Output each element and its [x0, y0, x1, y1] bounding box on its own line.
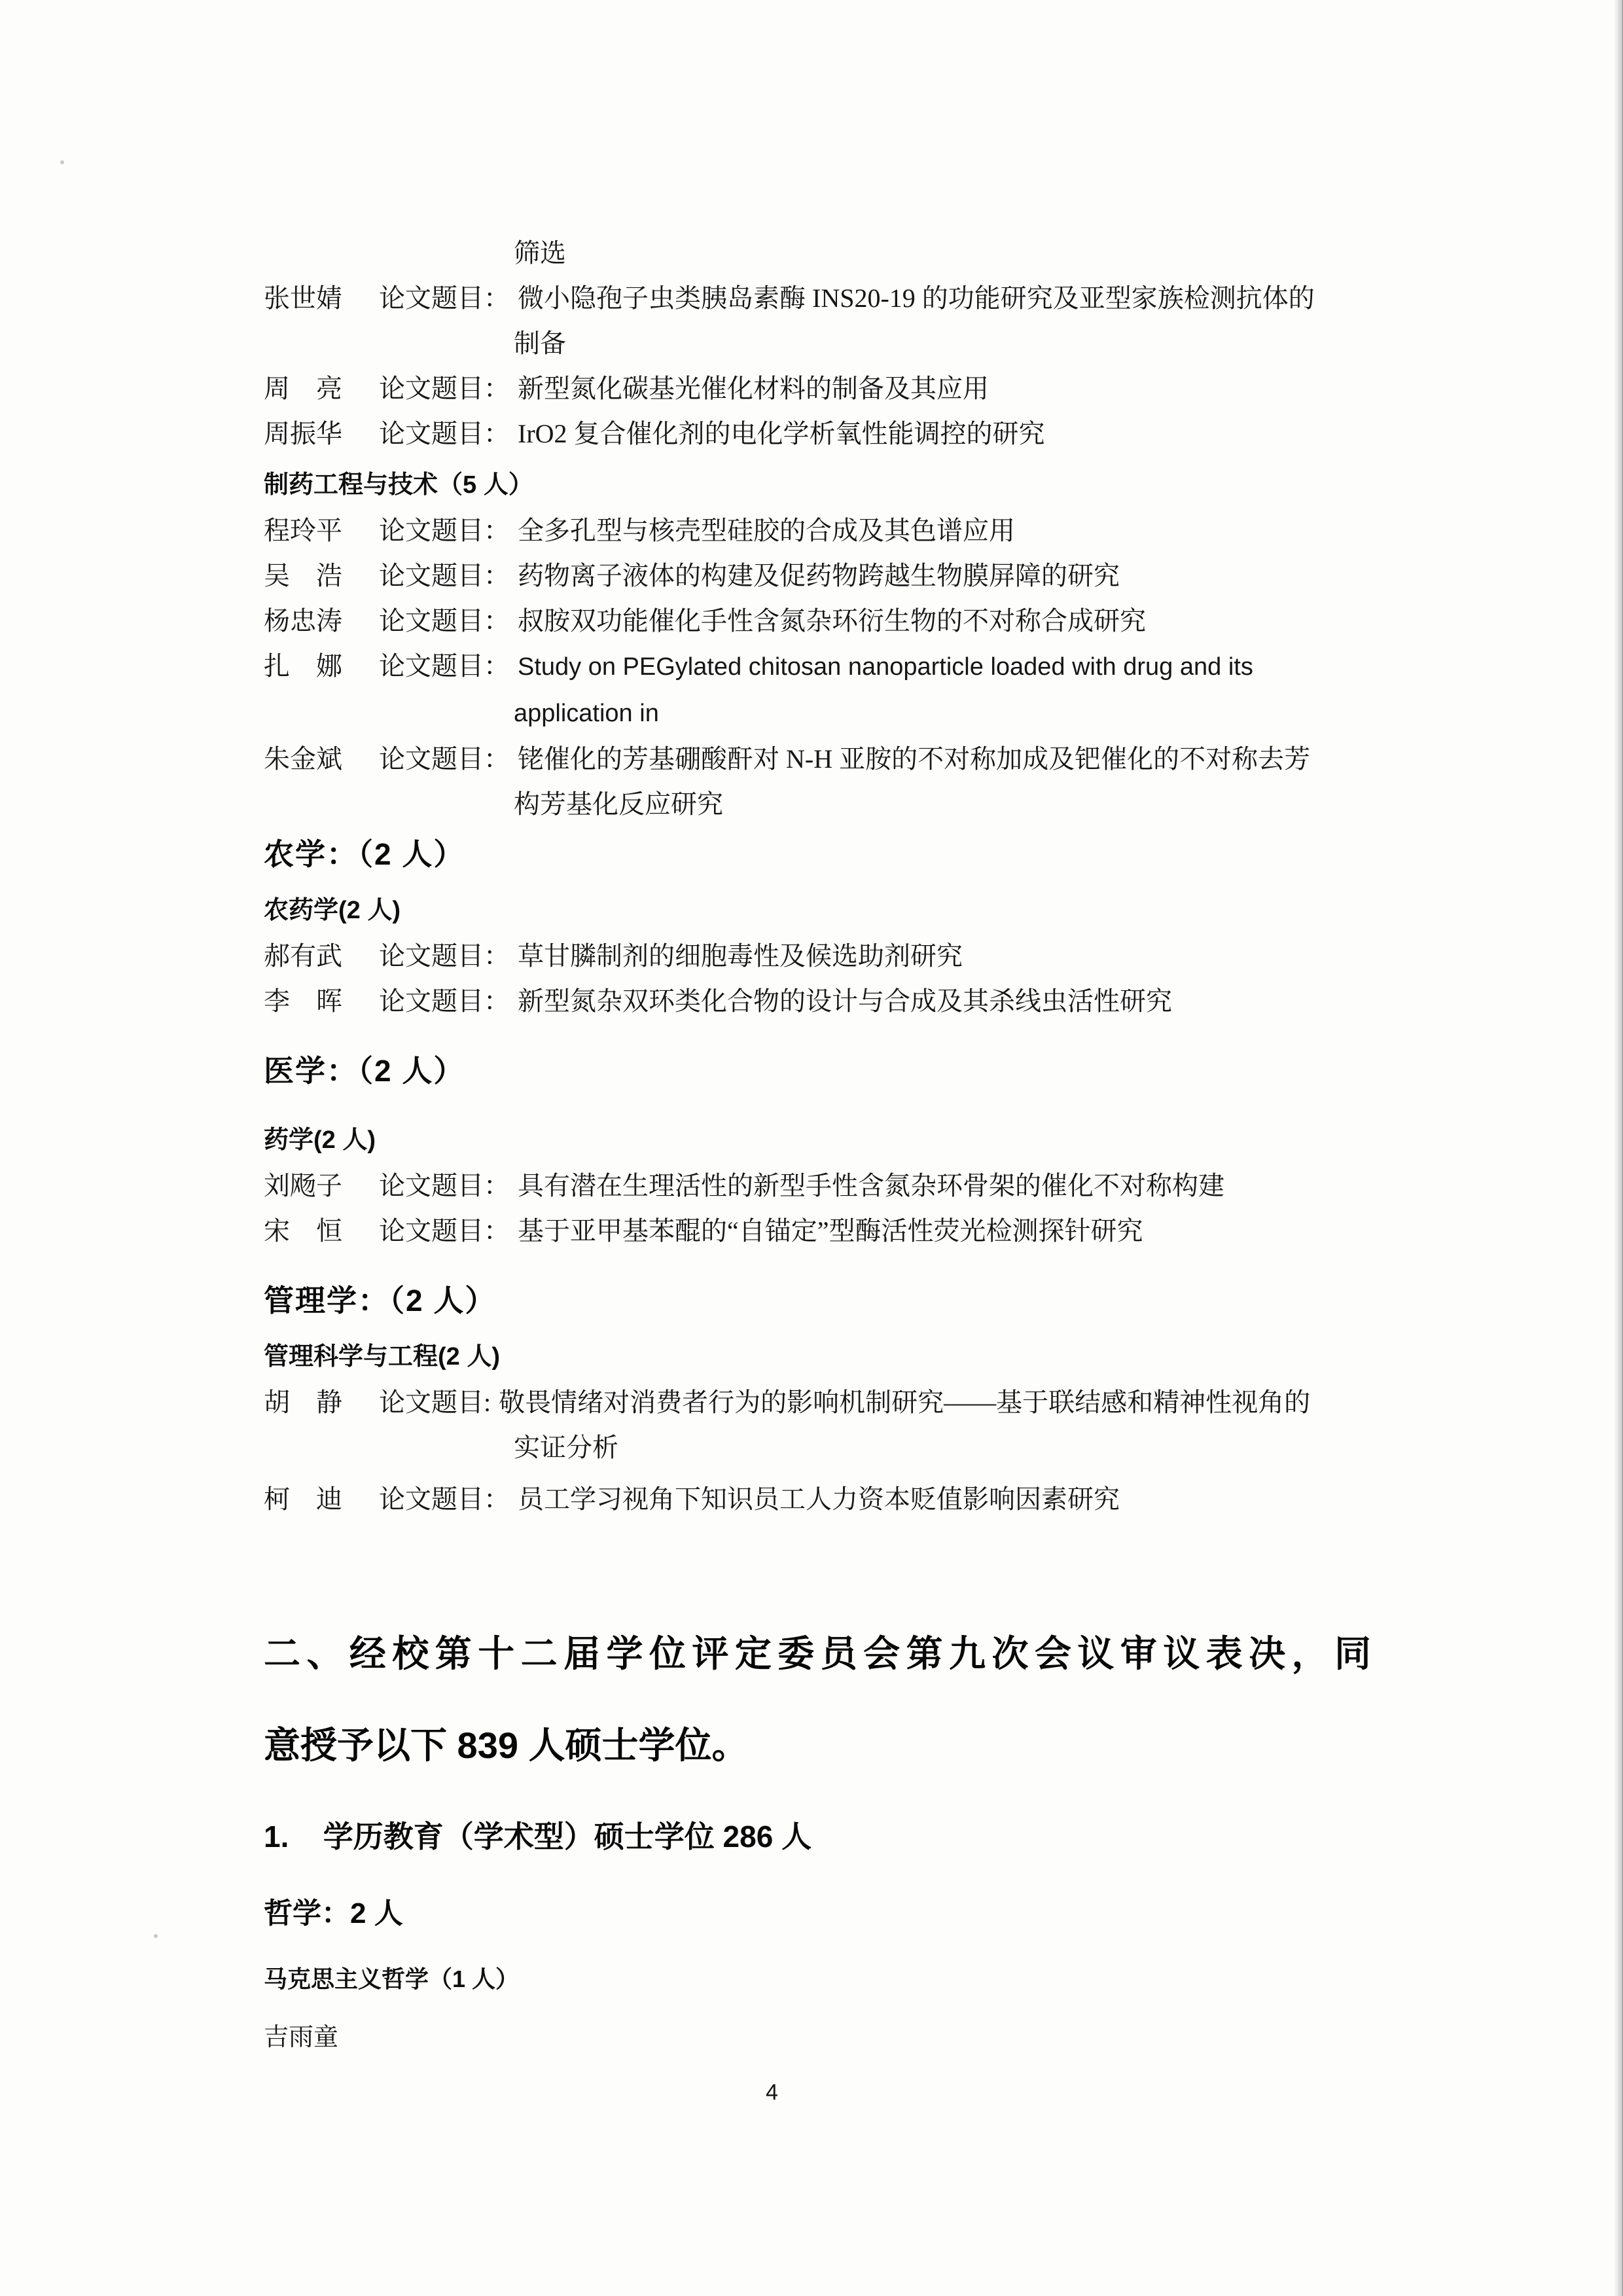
- numbered-heading: [264, 1807, 1371, 1866]
- student-name: 柯 迪: [264, 1484, 342, 1514]
- section-heading-text: 农学：（2 人）: [264, 837, 465, 871]
- main-heading-line: [264, 1700, 1371, 1791]
- thesis-title: Study on PEGylated chitosan nanoparticle loaded with drug and its: [518, 653, 1253, 681]
- student-name: 郝有武: [264, 941, 342, 971]
- subsection-heading: [264, 463, 1371, 508]
- thesis-entry: [264, 276, 1371, 321]
- thesis-title: 新型氮化碳基光催化材料的制备及其应用: [518, 374, 989, 403]
- subsection-heading-text: 制药工程与技术（5 人）: [264, 471, 533, 499]
- continuation-line: [264, 690, 1371, 736]
- student-name: 宋 恒: [264, 1216, 342, 1246]
- subsection-heading-text: 药学(2 人): [264, 1126, 376, 1154]
- student-name: 杨忠涛: [264, 606, 342, 636]
- section-heading-text: 哲学：2 人: [264, 1897, 403, 1929]
- student-name: 张世婧: [264, 283, 342, 313]
- thesis-label: 论文题目：: [379, 374, 510, 403]
- thesis-entry: [264, 411, 1371, 456]
- thesis-entry: [264, 508, 1371, 553]
- section-heading-management: [264, 1273, 1371, 1328]
- scan-speck: [60, 160, 64, 164]
- thesis-label: 论文题目：: [379, 986, 510, 1016]
- section-heading-text: 医学：（2 人）: [264, 1054, 465, 1088]
- continuation-line: [264, 781, 1371, 827]
- thesis-entry: [264, 933, 1371, 978]
- page-number: 4: [766, 2080, 778, 2105]
- thesis-label: 论文题目：: [379, 283, 510, 313]
- student-name: 程玲平: [264, 516, 342, 545]
- student-name: 胡 静: [264, 1388, 342, 1417]
- subsection-heading-text: 马克思主义哲学（1 人）: [264, 1965, 520, 1992]
- section-heading-philosophy: [264, 1884, 1371, 1943]
- thesis-title: 药物离子液体的构建及促药物跨越生物膜屏障的研究: [518, 561, 1120, 590]
- continuation-line: [264, 1425, 1371, 1470]
- student-name: 朱金斌: [264, 744, 342, 774]
- student-name: 周振华: [264, 419, 342, 448]
- thesis-entry: [264, 366, 1371, 411]
- thesis-label: 论文题目：: [379, 1484, 510, 1514]
- subsection-heading: [264, 1958, 1371, 2001]
- thesis-entry: [264, 1208, 1371, 1253]
- scan-speck: [154, 1934, 158, 1938]
- continuation-text: 实证分析: [514, 1433, 618, 1462]
- thesis-title: 铑催化的芳基硼酸酐对 N-H 亚胺的不对称加成及钯催化的不对称去芳: [518, 744, 1311, 774]
- student-name-line: [264, 2015, 1371, 2060]
- continuation-text: 筛选: [514, 238, 566, 268]
- subsection-heading-text: 农药学(2 人): [264, 897, 401, 924]
- thesis-entry: [264, 1477, 1371, 1522]
- scan-edge-shadow: [1614, 0, 1623, 2296]
- continuation-text: 构芳基化反应研究: [514, 789, 723, 819]
- thesis-title: 具有潜在生理活性的新型手性含氮杂环骨架的催化不对称构建: [518, 1171, 1224, 1200]
- thesis-label: 论文题目：: [379, 606, 510, 636]
- continuation-line: [264, 230, 1371, 276]
- student-name: 刘飏子: [264, 1171, 342, 1200]
- section-heading-text: 管理学：（2 人）: [264, 1283, 497, 1318]
- thesis-title: 微小隐孢子虫类胰岛素酶 INS20-19 的功能研究及亚型家族检测抗体的: [518, 283, 1315, 313]
- thesis-title: 草甘膦制剂的细胞毒性及候选助剂研究: [518, 941, 963, 971]
- continuation-text: 制备: [514, 329, 566, 358]
- thesis-title: 基于亚甲基苯醌的“自锚定”型酶活性荧光检测探针研究: [518, 1216, 1143, 1246]
- numbered-heading-text: 学历教育（学术型）硕士学位 286 人: [323, 1820, 812, 1854]
- thesis-title: 员工学习视角下知识员工人力资本贬值影响因素研究: [518, 1484, 1120, 1514]
- main-heading-text: 意授予以下 839 人硕士学位。: [264, 1725, 749, 1766]
- section-heading-medicine: [264, 1043, 1371, 1098]
- continuation-line: [264, 321, 1371, 366]
- thesis-entry: [264, 643, 1371, 690]
- thesis-label: 论文题目：: [379, 516, 510, 545]
- thesis-title: IrO2 复合催化剂的电化学析氧性能调控的研究: [518, 419, 1045, 448]
- thesis-label: 论文题目：: [379, 419, 510, 448]
- thesis-entry: [264, 736, 1371, 781]
- main-heading-line: [264, 1608, 1371, 1700]
- subsection-heading: [264, 1118, 1371, 1163]
- thesis-entry: [264, 553, 1371, 598]
- continuation-text: application in: [514, 700, 659, 727]
- document-body: [264, 230, 1371, 2060]
- subsection-heading-text: 管理科学与工程(2 人): [264, 1343, 501, 1371]
- student-name: 周 亮: [264, 374, 342, 403]
- thesis-entry: [264, 1380, 1371, 1425]
- main-heading-text: 二、经校第十二届学位评定委员会第九次会议审议表决，同: [264, 1633, 1371, 1674]
- subsection-heading: [264, 888, 1371, 933]
- thesis-label: 论文题目：: [379, 1216, 510, 1246]
- numbered-heading-number: 1.: [264, 1820, 289, 1854]
- thesis-label: 论文题目：: [379, 941, 510, 971]
- thesis-title: 叔胺双功能催化手性含氮杂环衍生物的不对称合成研究: [518, 606, 1146, 636]
- subsection-heading: [264, 1335, 1371, 1380]
- section-heading-agronomy: [264, 827, 1371, 882]
- thesis-title: 全多孔型与核壳型硅胶的合成及其色谱应用: [518, 516, 1015, 545]
- thesis-label: 论文题目：: [379, 651, 510, 681]
- student-name: 吴 浩: [264, 561, 342, 590]
- student-name: 李 晖: [264, 986, 342, 1016]
- thesis-title: 敬畏情绪对消费者行为的影响机制研究——基于联结感和精神性视角的: [499, 1388, 1311, 1417]
- thesis-label: 论文题目：: [379, 561, 510, 590]
- student-name: 扎 娜: [264, 651, 342, 681]
- thesis-entry: [264, 978, 1371, 1024]
- thesis-label: 论文题目:: [379, 1388, 491, 1417]
- thesis-label: 论文题目：: [379, 1171, 510, 1200]
- thesis-entry: [264, 1163, 1371, 1208]
- thesis-title: 新型氮杂双环类化合物的设计与合成及其杀线虫活性研究: [518, 986, 1172, 1016]
- student-name: 吉雨童: [264, 2024, 339, 2051]
- thesis-label: 论文题目：: [379, 744, 510, 774]
- thesis-entry: [264, 598, 1371, 643]
